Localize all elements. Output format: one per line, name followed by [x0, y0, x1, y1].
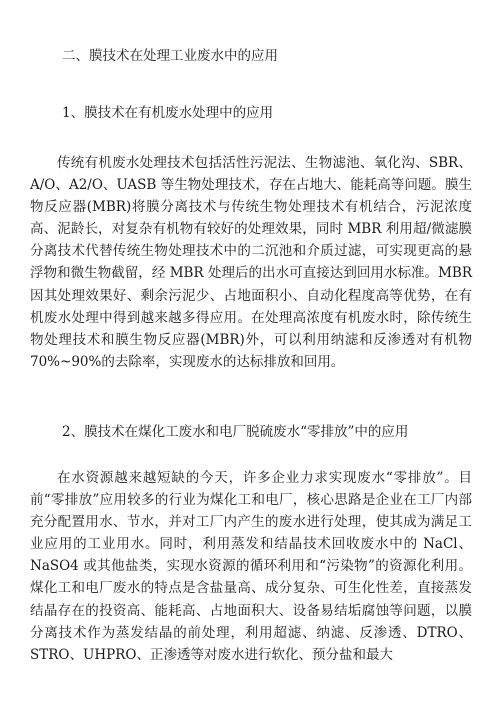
paragraph-organic-wastewater: 传统有机废水处理技术包括活性污泥法、生物滤池、氧化沟、SBR、A/O、A2/O、UASB 等生物处理技术，存在占地大、能耗高等问题。膜生物反应器(MBR)将膜分离技术与传统生物处理技术有机结合，污泥浓度高、泥龄长，对复杂有机物有较好的处理效果，同时 MBR 利用超/微滤膜分离技术代替传统生物处理技术中的二沉池和介质过滤，可实现更高的悬浮物和微生物截留，经 MBR 处理后的出水可直接达到回用水标准。MBR 因其处理效果好、剩余污泥少、占地面积小、自动化程度高等优势，在有机废水处理中得到越来越多得应用。在处理高浓度有机废水时，除传统生物处理技术和膜生物反应器(MBR)外，可以利用纳滤和反渗透对有机物 70%~90%的去除率，实现废水的达标排放和回用。: [30, 155, 472, 370]
subsection-heading-organic-wastewater: 1、膜技术在有机废水处理中的应用: [62, 105, 274, 121]
section-heading: 二、膜技术在处理工业废水中的应用: [62, 48, 278, 64]
paragraph-zero-discharge: 在水资源越来越短缺的今天，许多企业力求实现废水“零排放”。目前“零排放”应用较多的行业为煤化工和电厂，核心思路是企业在工厂内部充分配置用水、节水，并对工厂内产生的废水进行处理，使其成为满足工业应用的工业用水。同时，利用蒸发和结晶技术回收废水中的 NaCl、NaSO4 或其他盐类，实现水资源的循环利用和“污染物”的资源化利用。煤化工和电厂废水的特点是含盐量高、成分复杂、可生化性差，直接蒸发结晶存在的投资高、能耗高、占地面积大、设备易结垢腐蚀等问题，以膜分离技术作为蒸发结晶的前处理，利用超滤、纳滤、反渗透、DTRO、STRO、UHPRO、正渗透等对废水进行软化、预分盐和最大: [30, 470, 472, 663]
subsection-heading-zero-discharge: 2、膜技术在煤化工废水和电厂脱硫废水“零排放”中的应用: [62, 424, 409, 440]
